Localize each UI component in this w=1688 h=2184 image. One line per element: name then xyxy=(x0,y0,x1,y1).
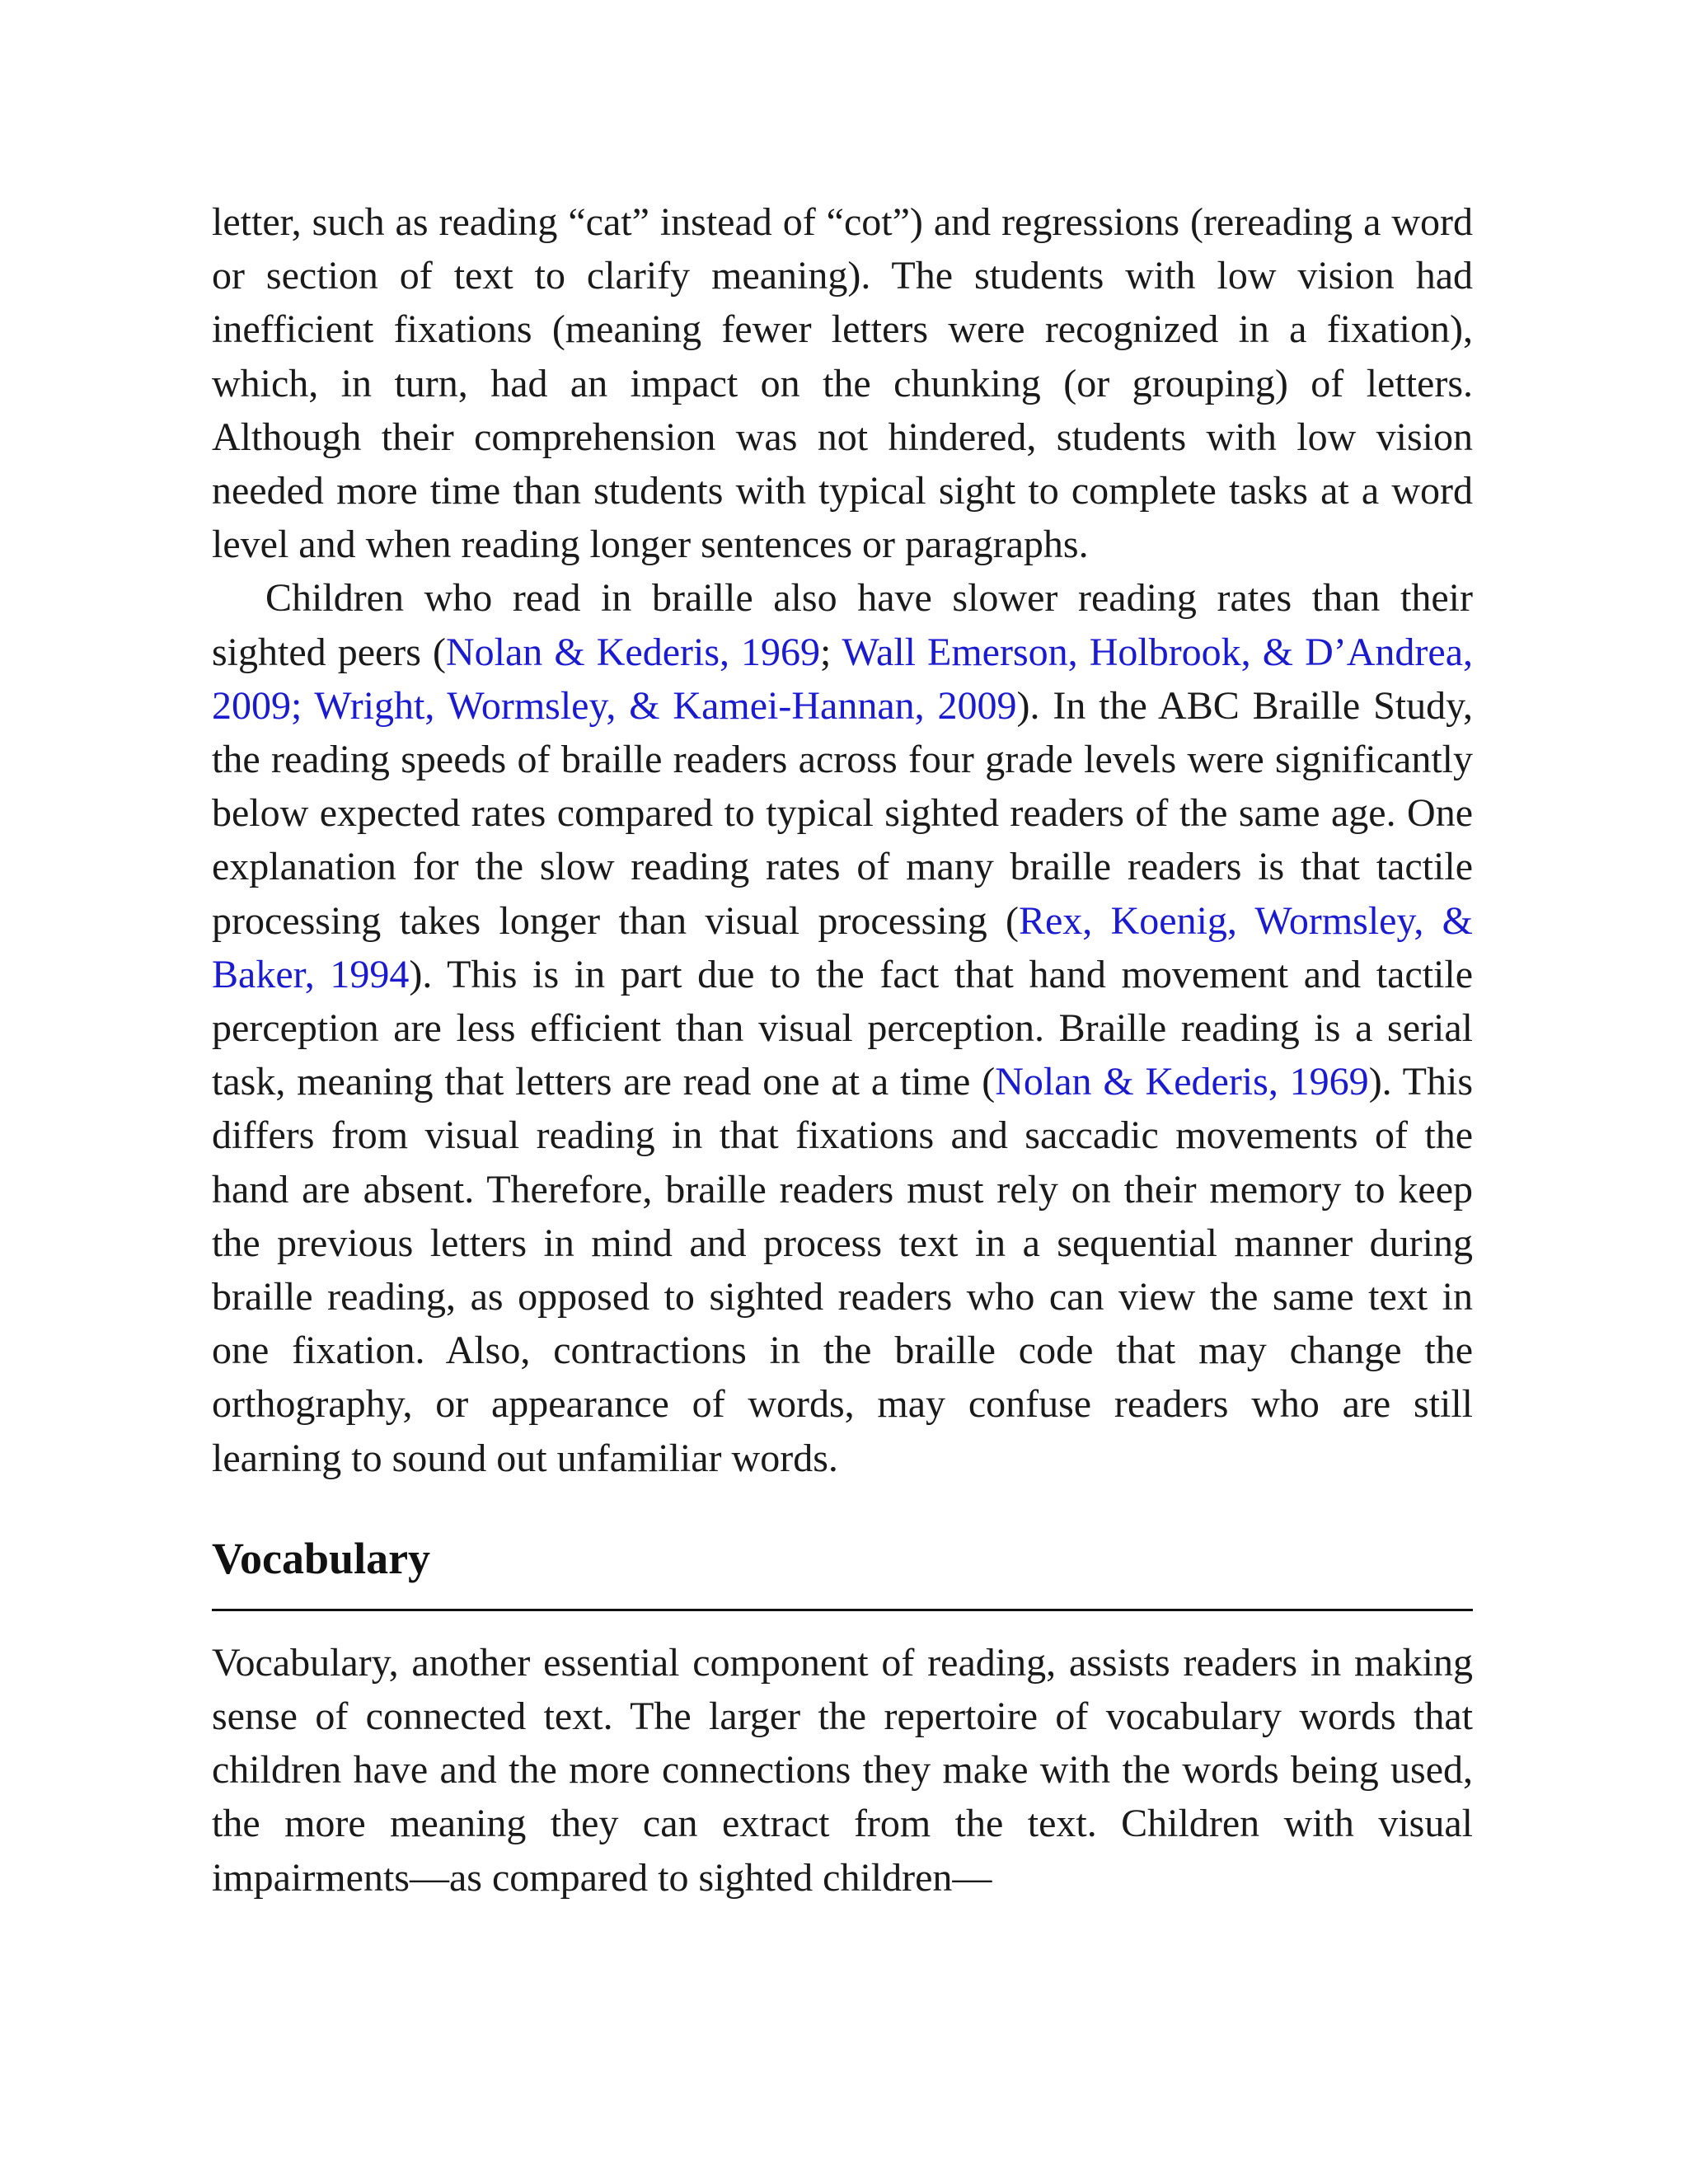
citation-link-rex-koenig[interactable]: Rex, Koenig, Wormsley, & Baker, 1994 xyxy=(212,898,1473,996)
heading-divider xyxy=(212,1609,1473,1611)
citation-link-nolan-kederis-2[interactable]: Nolan & Kederis, 1969 xyxy=(995,1060,1369,1104)
citation-link-wall-emerson-wright[interactable]: Wall Emerson, Holbrook, & D’Andrea, 2009; Wright, Wormsley, & Kamei-Hannan, 2009 xyxy=(212,630,1473,728)
document-page xyxy=(212,195,1473,1905)
paragraph-text: ). This differs from visual reading in that fixations and saccadic movements of the hand are absent. Therefore, braille readers must rely on their memory to keep the previous letters in mind and process text in a sequential manner during braille reading, as opposed to sighted readers who can view the same text in one fixation. Also, contractions in the braille code that may change the orthography, or appearance of words, may confuse readers who are still learning to sound out unfamiliar words. xyxy=(212,1060,1473,1480)
body-paragraph-1: letter, such as reading “cat” instead of “cot”) and regressions (rereading a word or section of text to clarify meaning). The students with low vision had inefficient fixations (meaning fewer letters were recognized in a fixation), which, in turn, had an impact on the chunking (or grouping) of letters. Although their comprehension was not hindered, students with low vision needed more time than students with typical sight to complete tasks at a word level and when reading longer sentences or paragraphs. xyxy=(212,200,1473,567)
paragraph-text: ; xyxy=(820,630,842,674)
paragraph-text: ). This is in part due to the fact that hand movement and tactile perception are less efficient than visual perception. Braille reading is a serial task, meaning that letters are read one at a time ( xyxy=(212,952,1474,1104)
paragraph-text: Children who read in braille also have slower reading rates than their sighted peers ( xyxy=(212,576,1473,674)
paragraph-text: ). In the ABC Braille Study, the reading speeds of braille readers across four grade levels were significantly below expected rates compared to typical sighted readers of the same age. One explanation for the slow reading rates of many braille readers is that tactile processing takes longer than visual processing ( xyxy=(212,683,1473,943)
citation-link-nolan-kederis[interactable]: Nolan & Kederis, 1969 xyxy=(446,630,821,674)
section-heading-vocabulary: Vocabulary xyxy=(212,1533,431,1583)
body-paragraph-vocabulary: Vocabulary, another essential component of reading, assists readers in making sense of connected text. The larger the repertoire of vocabulary words that children have and the more connections they make with the words being used, the more meaning they can extract from the text. Children with visual impairments—as compared to sighted children— xyxy=(212,1640,1473,1900)
body-paragraph-2 xyxy=(212,571,1473,1484)
